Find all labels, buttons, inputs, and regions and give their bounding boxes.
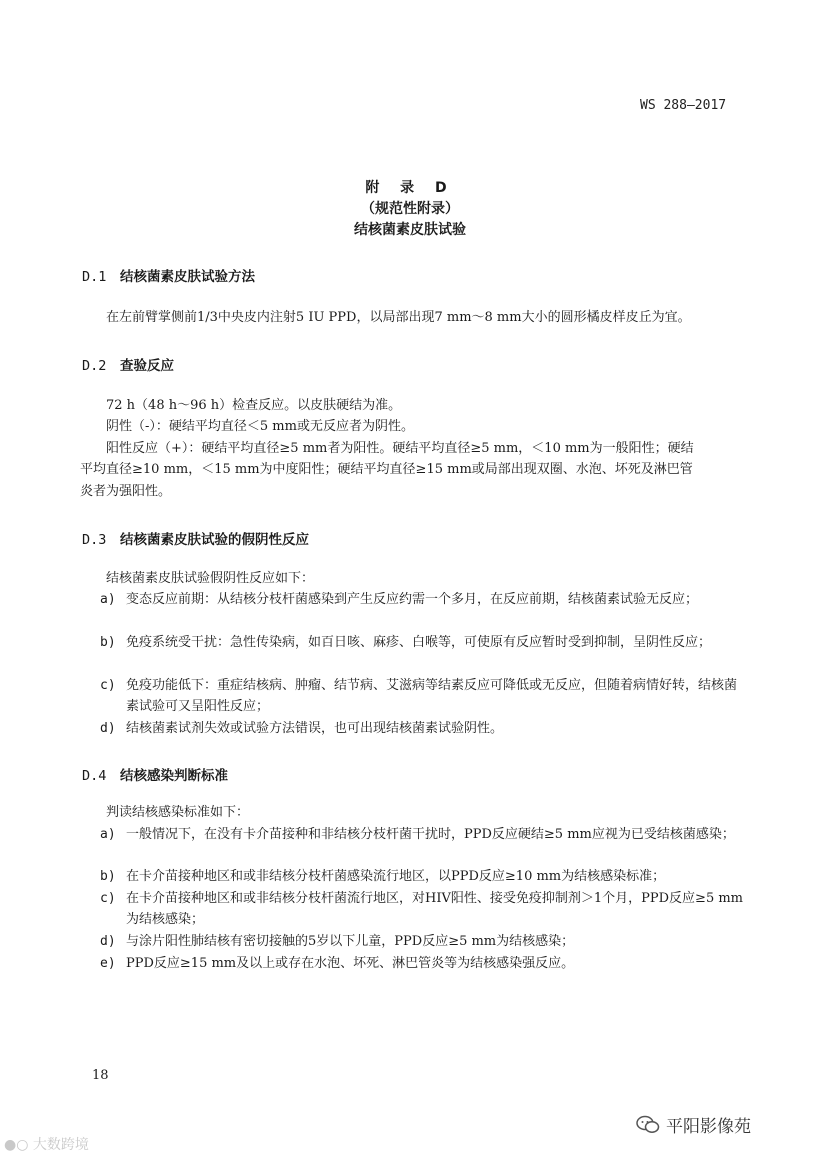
watermark-text: 平阳影像苑 bbox=[666, 1117, 751, 1137]
list-marker: b) bbox=[100, 869, 116, 884]
list-marker: b) bbox=[100, 635, 116, 650]
section-title: 结核菌素皮肤试验的假阴性反应 bbox=[120, 532, 309, 548]
section-d2-line: 阳性反应（+）：硬结平均直径≥5 mm者为阳性。硬结平均直径≥5 mm，＜10 mm为一般阳性；硬结 bbox=[106, 441, 694, 456]
list-text: PPD反应≥15 mm及以上或存在水泡、坏死、淋巴管炎等为结核感染强反应。 bbox=[126, 956, 575, 971]
watermark-wechat bbox=[636, 1112, 751, 1140]
list-text: 结核菌素试剂失效或试验方法错误，也可出现结核菌素试验阴性。 bbox=[126, 721, 504, 736]
section-number: D.1 bbox=[82, 269, 107, 285]
section-d1-text: 在左前臂掌侧前1/3中央皮内注射5 IU PPD，以局部出现7 mm～8 mm大小的圆形橘皮样皮丘为宜。 bbox=[106, 310, 691, 325]
list-text: 免疫功能低下：重症结核病、肿瘤、结节病、艾滋病等结素反应可降低或无反应，但随着病情好转，结核菌素试验可又呈阳性反应； bbox=[126, 678, 738, 714]
list-text: 免疫系统受干扰：急性传染病，如百日咳、麻疹、白喉等，可使原有反应暂时受到抑制，呈阴性反应； bbox=[126, 635, 712, 650]
list-text: 在卡介苗接种地区和或非结核分枝杆菌感染流行地区，以PPD反应≥10 mm为结核感染标准； bbox=[126, 869, 666, 884]
list-text: 与涂片阳性肺结核有密切接触的5岁以下儿童，PPD反应≥5 mm为结核感染； bbox=[126, 934, 575, 949]
list-marker: d) bbox=[100, 934, 116, 949]
section-title: 结核感染判断标准 bbox=[120, 768, 228, 784]
list-marker: d) bbox=[100, 721, 116, 736]
watermark-text: 大数跨境 bbox=[32, 1137, 89, 1153]
list-marker: c) bbox=[100, 891, 116, 906]
section-d2-line: 平均直径≥10 mm，＜15 mm为中度阳性；硬结平均直径≥15 mm或局部出现双圈、水泡、坏死及淋巴管 bbox=[80, 462, 693, 477]
list-marker: c) bbox=[100, 678, 116, 693]
section-d3-heading bbox=[82, 528, 309, 548]
section-d2-line: 阴性（-）：硬结平均直径＜5 mm或无反应者为阴性。 bbox=[106, 419, 414, 434]
section-number: D.4 bbox=[82, 768, 107, 784]
appendix-type: （规范性附录） bbox=[361, 201, 459, 217]
section-title: 查验反应 bbox=[120, 358, 174, 374]
section-title: 结核菌素皮肤试验方法 bbox=[120, 269, 255, 285]
section-d3-intro: 结核菌素皮肤试验假阴性反应如下： bbox=[106, 571, 315, 586]
list-marker: a) bbox=[100, 592, 116, 607]
list-text: 在卡介苗接种地区和或非结核分枝杆菌流行地区，对HIV阳性、接受免疫抑制剂＞1个月，PPD反应≥5 mm为结核感染； bbox=[126, 891, 743, 927]
appendix-name: 结核菌素皮肤试验 bbox=[354, 222, 466, 238]
section-number: D.3 bbox=[82, 532, 107, 548]
section-d4-intro: 判读结核感染标准如下： bbox=[106, 805, 250, 820]
section-number: D.2 bbox=[82, 358, 107, 374]
page-number: 18 bbox=[92, 1068, 109, 1083]
list-marker: e) bbox=[100, 956, 116, 971]
section-d1-heading bbox=[82, 265, 255, 285]
appendix-title bbox=[0, 178, 820, 241]
section-d2-line: 炎者为强阳性。 bbox=[80, 484, 172, 499]
watermark-brand bbox=[4, 1134, 89, 1154]
wechat-icon bbox=[636, 1115, 660, 1140]
standard-code: WS 288—2017 bbox=[640, 98, 727, 113]
section-d2-heading bbox=[82, 354, 174, 374]
list-marker: a) bbox=[100, 827, 116, 842]
section-d2-line: 72 h（48 h～96 h）检查反应。以皮肤硬结为准。 bbox=[106, 398, 402, 413]
list-text: 变态反应前期：从结核分枝杆菌感染到产生反应约需一个多月，在反应前期，结核菌素试验无反应； bbox=[126, 592, 699, 607]
brand-logo-icon: ●○ bbox=[4, 1137, 33, 1153]
list-text: 一般情况下，在没有卡介苗接种和非结核分枝杆菌干扰时，PPD反应硬结≥5 mm应视为已受结核菌感染； bbox=[126, 827, 735, 842]
section-d4-heading bbox=[82, 764, 228, 784]
appendix-label: 附 录 D bbox=[365, 180, 455, 196]
